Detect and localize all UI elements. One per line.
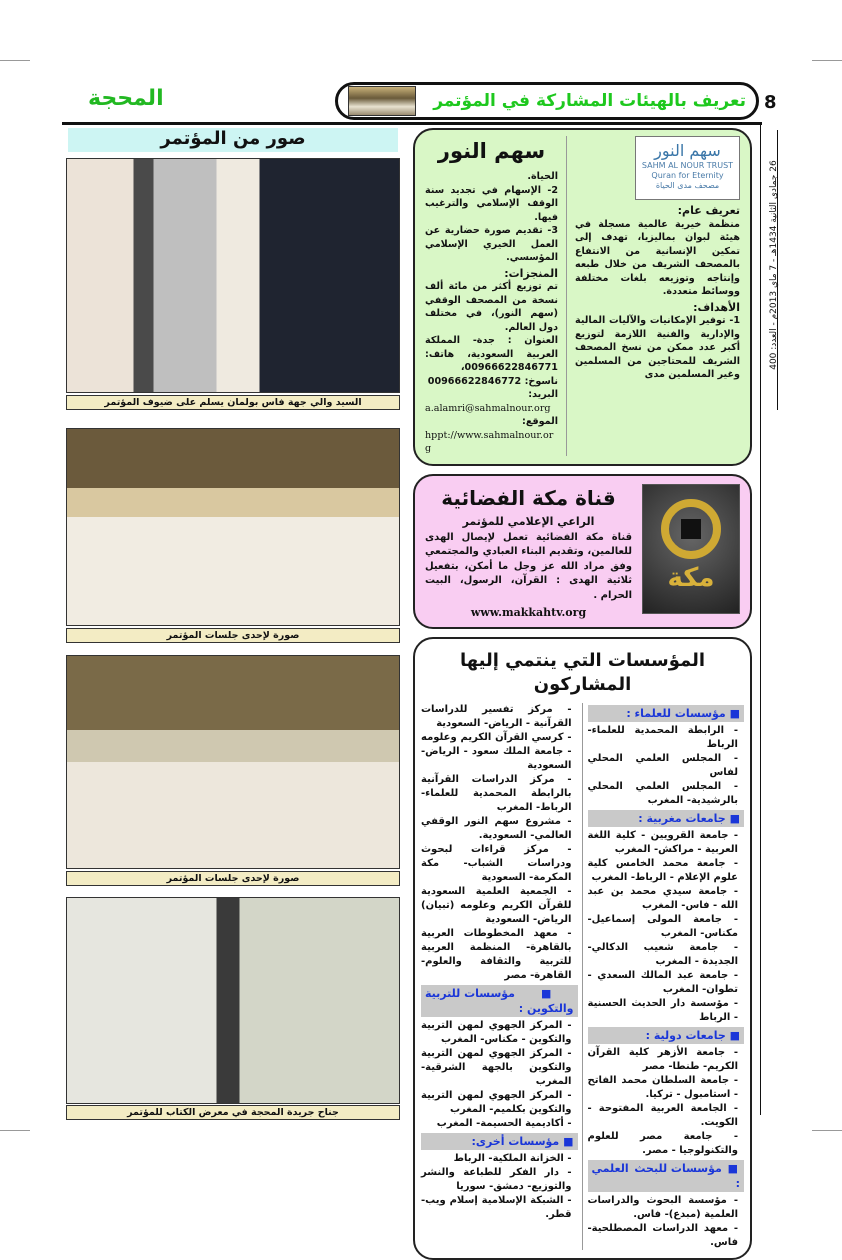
institution-item: - الجامعة العربية المفتوحة - الكويت. bbox=[587, 1103, 738, 1128]
website-link[interactable]: hppt://www.sahmalnour.org bbox=[425, 429, 554, 454]
institution-item: - معهد المخطوطات العربية بالقاهرة- المنظمة العربية للتربية والثقافة والعلوم- القاهرة- مصر bbox=[421, 928, 572, 981]
makkah-title: قناة مكة الفضائية bbox=[441, 485, 616, 510]
institutions-list bbox=[421, 703, 744, 1250]
site-label: الموقع: bbox=[521, 416, 558, 427]
institution-item: - دار الفكر للطباعة والنشر والتوزيع- دمشق- سوريا bbox=[421, 1167, 572, 1192]
makkah-tv-box bbox=[413, 474, 752, 630]
address-label: العنوان : bbox=[507, 335, 559, 346]
goal-1: 1- توفير الإمكانيات والآليات المالية والإدارية والفنية اللازمة لتوزيع أكبر عدد ممكن من نسخ المصحف الشريف للمحتاجين من المسلمين وغير المسلمين مدى bbox=[575, 315, 740, 380]
institution-item: - جامعة السلطان محمد الفاتح - استامبول - تركيا. bbox=[587, 1075, 738, 1100]
sahm-title: سهم النور bbox=[437, 139, 546, 163]
photo-book-fair-stand bbox=[66, 897, 400, 1104]
page-number: 8 bbox=[764, 92, 777, 113]
institution-item: - جامعة شعيب الدكالي- الجديدة - المغرب bbox=[587, 942, 738, 967]
institution-item: - مؤسسة دار الحديث الحسنية - الرباط bbox=[587, 998, 738, 1023]
header-divider bbox=[62, 122, 762, 125]
square-bullet-icon: ■ bbox=[540, 987, 574, 1000]
sahm-right-column bbox=[575, 136, 740, 382]
institution-item: - المركز الجهوي لمهن التربية والتكوين بالجهة الشرقية- المغرب bbox=[421, 1048, 572, 1087]
institution-category bbox=[588, 810, 745, 827]
institution-category bbox=[421, 985, 578, 1017]
goals-heading: الأهداف: bbox=[693, 300, 740, 314]
institution-item: - جامعة مصر للعلوم والتكنولوجيا - مصر. bbox=[587, 1131, 738, 1156]
email[interactable]: a.alamri@sahmalnour.org bbox=[425, 402, 551, 414]
institution-item: - جامعة الأزهر كلية القرآن الكريم- طنطا- مصر bbox=[587, 1047, 738, 1072]
institution-category bbox=[588, 1160, 745, 1192]
logo-arabic: سهم النور bbox=[654, 141, 721, 160]
right-column bbox=[413, 128, 752, 1260]
square-bullet-icon: ■ bbox=[729, 1029, 740, 1042]
address: جدة- المملكة العربية السعودية، هاتف: 00966622846771، bbox=[425, 335, 558, 373]
makkah-tv-logo bbox=[642, 484, 740, 614]
photos-heading: صور من المؤتمر bbox=[68, 128, 398, 152]
fax: ناسوخ: 00966622846772 bbox=[427, 375, 558, 387]
institution-item: - المركز الجهوي لمهن التربية والتكوين - مكناس- المغرب bbox=[421, 1020, 572, 1045]
institution-category bbox=[588, 705, 745, 722]
institution-item: - جامعة المولى إسماعيل- مكناس- المغرب bbox=[587, 914, 738, 939]
institution-item: - كرسي القرآن الكريم وعلومه - جامعة الملك سعود - الرياض- السعودية bbox=[421, 732, 572, 771]
photo-caption: صورة لإحدى جلسات المؤتمر bbox=[66, 871, 400, 886]
email-label: البريد: bbox=[528, 389, 558, 400]
institution-category bbox=[588, 1027, 745, 1044]
makkah-body bbox=[425, 484, 632, 620]
logo-english: SAHM AL NOUR TRUST bbox=[641, 161, 734, 170]
kaaba-icon bbox=[661, 499, 721, 559]
category-label: مؤسسات أخرى: bbox=[471, 1135, 560, 1148]
square-bullet-icon: ■ bbox=[727, 1162, 740, 1175]
institution-item: - مركز تفسير للدراسات القرآنية - الرياض- السعودية bbox=[421, 704, 572, 729]
institution-item: - الرابطة المحمدية للعلماء- الرباط bbox=[587, 725, 738, 750]
column-divider bbox=[760, 125, 761, 1115]
makkah-text: قناة مكة الفضائية تعمل لإيصال الهدى للعالمين، وتقديم البناء العبادي والمجتمعي وفق مراد الله عز وجل ما أمكن، بتفعيل ثلاثية الهدى : القرآن، الرسول، البيت الحرام . bbox=[425, 531, 632, 601]
makkah-subtitle: الراعي الإعلامي للمؤتمر bbox=[462, 514, 595, 528]
photo-session-2 bbox=[66, 655, 400, 869]
goal-2: 2- الإسهام في تجديد سنة الوقف الإسلامي والترغيب فيها. bbox=[425, 184, 558, 223]
newspaper-brand: المحجة bbox=[88, 86, 164, 111]
goal-1-end: الحياة. bbox=[527, 171, 558, 182]
institution-item: - أكاديمية الحسيمة- المغرب bbox=[436, 1118, 572, 1129]
photo-caption: جناح جريدة المحجة في معرض الكتاب للمؤتمر bbox=[66, 1105, 400, 1120]
institution-item: - المجلس العلمي المحلي بالرشيدية- المغرب bbox=[587, 781, 738, 806]
category-label: مؤسسات للتربية والتكوين : bbox=[425, 987, 574, 1015]
institution-category bbox=[421, 1133, 578, 1150]
page-section-title bbox=[335, 82, 759, 120]
institution-item: - مركز قراءات لبحوث ودراسات الشباب- مكة المكرمة- السعودية bbox=[421, 844, 572, 883]
category-label: مؤسسات للبحث العلمي : bbox=[591, 1162, 740, 1190]
institution-item: - جامعة القرويين - كلية اللغة العربية - مراكش- المغرب bbox=[587, 830, 738, 855]
category-label: جامعات دولية : bbox=[645, 1029, 726, 1042]
achievements-text: تم توزيع أكثر من مائة ألف نسخة من المصحف الوقفي (سهم النور)، في مختلف دول العالم. bbox=[425, 281, 558, 333]
institution-item: - جامعة سيدي محمد بن عبد الله - فاس- المغرب bbox=[587, 886, 738, 911]
photo-caption: السيد والي جهة فاس بولمان يسلم على ضيوف المؤتمر bbox=[66, 395, 400, 410]
institution-item: - الجمعية العلمية السعودية للقرآن الكريم وعلومه (تبيان) الرياض- السعودية bbox=[421, 886, 572, 925]
category-label: مؤسسات للعلماء : bbox=[626, 707, 726, 720]
institution-item: - مؤسسة البحوث والدراسات العلمية (مبدع)- فاس. bbox=[587, 1195, 738, 1220]
logo-word: مكة bbox=[667, 562, 715, 593]
makkah-url[interactable]: www.makkahtv.org bbox=[470, 606, 587, 619]
institution-item: - جامعة محمد الخامس كلية علوم الإعلام - الرباط- المغرب bbox=[587, 858, 738, 883]
institution-item: - الخزانة الملكية- الرباط bbox=[453, 1153, 572, 1164]
section-title-text: تعريف بالهيئات المشاركة في المؤتمر bbox=[433, 91, 746, 111]
square-bullet-icon: ■ bbox=[729, 707, 740, 720]
institution-item: - مركز الدراسات القرآنية بالرابطة المحمدية للعلماء- الرباط- المغرب bbox=[421, 774, 572, 813]
institution-item: - جامعة عبد المالك السعدي - تطوان- المغرب bbox=[587, 970, 738, 995]
logo-tagline-en: Quran for Eternity bbox=[651, 171, 724, 180]
photo-caption: صورة لإحدى جلسات المؤتمر bbox=[66, 628, 400, 643]
institution-item: - الشبكة الإسلامية إسلام ويب- قطر. bbox=[421, 1195, 572, 1220]
intro-heading: تعريف عام: bbox=[677, 204, 740, 217]
institutions-title: المؤسسات التي ينتمي إليها المشاركون bbox=[459, 650, 706, 695]
logo-tagline-ar: مصحف مدى الحياة bbox=[655, 181, 720, 190]
institution-item: - المركز الجهوي لمهن التربية والتكوين بكلميم- المغرب bbox=[421, 1090, 572, 1115]
achievements-heading: المنجزات: bbox=[504, 266, 558, 280]
institutions-box bbox=[413, 637, 752, 1260]
sahm-left-column bbox=[425, 136, 567, 456]
goal-3: 3- تقديم صورة حضارية عن العمل الخيري الإسلامي المؤسسي. bbox=[425, 225, 558, 263]
institution-item: - مشروع سهم النور الوقفي العالمي- السعودية. bbox=[421, 816, 572, 841]
intro-text: منظمة خيرية عالمية مسجلة في هيئة لبوان بماليزيا، تهدف إلى تمكين الإنسانية من الانتفاع بالمصحف الشريف من خلال طبعه وإنتاجه وتوزيعه بلغات مختلفة ووسائط متعددة. bbox=[575, 218, 740, 297]
institution-item: - معهد الدراسات المصطلحية- فاس. bbox=[587, 1223, 738, 1248]
institution-item: - المجلس العلمي المحلي لفاس bbox=[587, 753, 738, 778]
sahm-alnour-box bbox=[413, 128, 752, 466]
sahm-alnour-logo bbox=[635, 136, 740, 200]
photo-session-1 bbox=[66, 428, 400, 626]
photo-governor-greeting bbox=[66, 158, 400, 393]
category-label: جامعات مغربية : bbox=[638, 812, 726, 825]
issue-date-strip bbox=[762, 130, 778, 410]
issue-date: 26 جمادى الثانية 1434هـ - 7 ماي 2013م - العدد: 400 bbox=[769, 160, 779, 370]
square-bullet-icon: ■ bbox=[729, 812, 740, 825]
conference-thumbnail bbox=[348, 86, 416, 116]
square-bullet-icon: ■ bbox=[563, 1135, 574, 1148]
